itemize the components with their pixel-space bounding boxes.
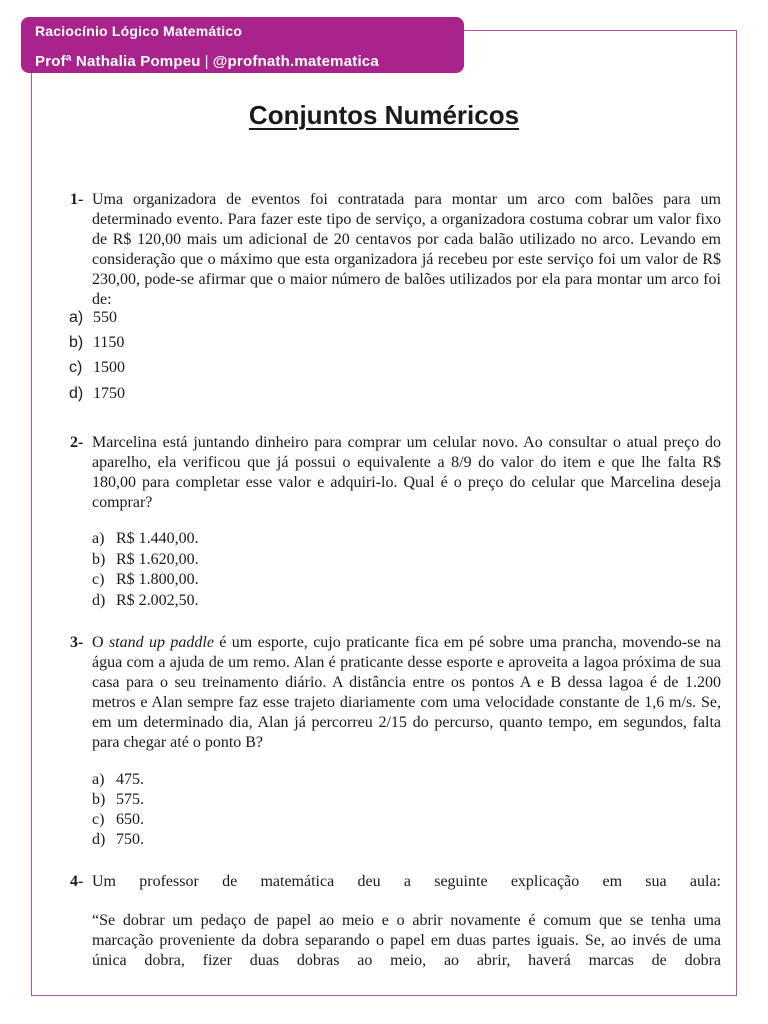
option-text: R$ 1.620,00.	[116, 551, 199, 568]
option-text: 575.	[116, 791, 144, 808]
quote-text: “Se dobrar um pedaço de papel ao meio e o abrir novamente é comum que se tenha uma marcação proveniente da dobra separando o papel em duas partes iguais. Se, ao invés de uma única dobra, fizer duas dobras ao meio, ao abrir, haverá marcas de dobra	[92, 912, 721, 969]
option-text: 1500	[93, 359, 125, 376]
course-name: Raciocínio Lógico Matemático	[35, 23, 243, 39]
question-number: 4-	[70, 873, 84, 890]
question-4	[70, 872, 721, 892]
question-text: Marcelina está juntando dinheiro para comprar um celular novo. Ao consultar o atual preço do aparelho, ela verificou que já possui o equivalente a 8/9 do valor do item e que lhe falta R$ 180,00 para completar esse valor e adquiri-lo. Qual é o preço do celular que Marcelina deseja comprar?	[92, 434, 721, 511]
teacher-line	[35, 53, 379, 70]
option-letter: c)	[92, 811, 105, 828]
question-text: O stand up paddle é um esporte, cujo praticante fica em pé sobre uma prancha, movendo-se na água com a ajuda de um remo. Alan é praticante desse esporte e aproveita a lagoa próxima de sua casa para o seu treinamento diário. A distância entre os pontos A e B dessa lagoa é de 1.200 metros e Alan sempre faz esse trajeto diariamente com uma velocidade constante de 1,6 m/s. Se, em um determinado dia, Alan já percorreu 2/15 do percurso, quanto tempo, em segundos, falta para chegar até o ponto B?	[92, 634, 721, 751]
option-text: R$ 2.002,50.	[116, 592, 199, 609]
option-text: R$ 1.800,00.	[116, 571, 199, 588]
option-text: 650.	[116, 811, 144, 828]
option-letter: b)	[92, 791, 106, 808]
question-number: 3-	[70, 634, 84, 651]
italic-term: stand up paddle	[108, 634, 214, 651]
question-number: 2-	[70, 434, 84, 451]
option-text: R$ 1.440,00.	[116, 530, 199, 547]
option-letter: b)	[92, 551, 106, 568]
option-letter: a)	[69, 309, 84, 326]
question-4-quote	[70, 911, 721, 971]
option-1a	[69, 306, 117, 330]
option-2d	[92, 591, 199, 611]
option-letter: b)	[69, 334, 84, 351]
option-1d	[69, 382, 125, 406]
option-text: 1750	[93, 385, 125, 402]
option-text: 1150	[93, 334, 125, 351]
option-3b	[92, 790, 144, 810]
option-1b	[69, 331, 124, 355]
option-letter: d)	[69, 385, 84, 402]
option-3c	[92, 810, 144, 830]
option-letter: d)	[92, 831, 106, 848]
option-letter: d)	[92, 592, 106, 609]
header-banner	[21, 17, 464, 73]
option-2b	[92, 550, 199, 570]
question-1	[70, 190, 721, 310]
option-letter: c)	[92, 571, 105, 588]
question-text: Uma organizadora de eventos foi contratada para montar um arco com balões para um determinado evento. Para fazer este tipo de serviço, a organizadora costuma cobrar um valor fixo de R$ 120,00 mais um adicional de 20 centavos por cada balão utilizado no arco. Levando em consideração que o máximo que esta organizadora já recebeu por este serviço foi um valor de R$ 230,00, pode-se afirmar que o maior número de balões utilizados por ela para montar um arco foi de:	[92, 191, 721, 308]
option-letter: a)	[92, 530, 105, 547]
page-title: Conjuntos Numéricos	[248, 100, 520, 130]
option-letter: a)	[92, 771, 105, 788]
option-3d	[92, 830, 144, 850]
question-2	[70, 433, 721, 513]
question-text: Um professor de matemática deu a seguinte explicação em sua aula:	[92, 873, 721, 890]
teacher-name: Profª Nathalia Pompeu	[35, 53, 201, 70]
page-border	[31, 30, 737, 996]
question-number: 1-	[70, 191, 84, 208]
option-text: 750.	[116, 831, 144, 848]
question-3	[70, 633, 721, 753]
option-letter: c)	[69, 359, 83, 376]
option-text: 475.	[116, 771, 144, 788]
option-text: 550	[93, 309, 117, 326]
option-1c	[69, 356, 125, 380]
option-2a	[92, 529, 199, 549]
option-2c	[92, 570, 199, 590]
option-3a	[92, 770, 144, 790]
header-separator: |	[204, 53, 209, 70]
instagram-handle: @profnath.matematica	[212, 53, 379, 70]
